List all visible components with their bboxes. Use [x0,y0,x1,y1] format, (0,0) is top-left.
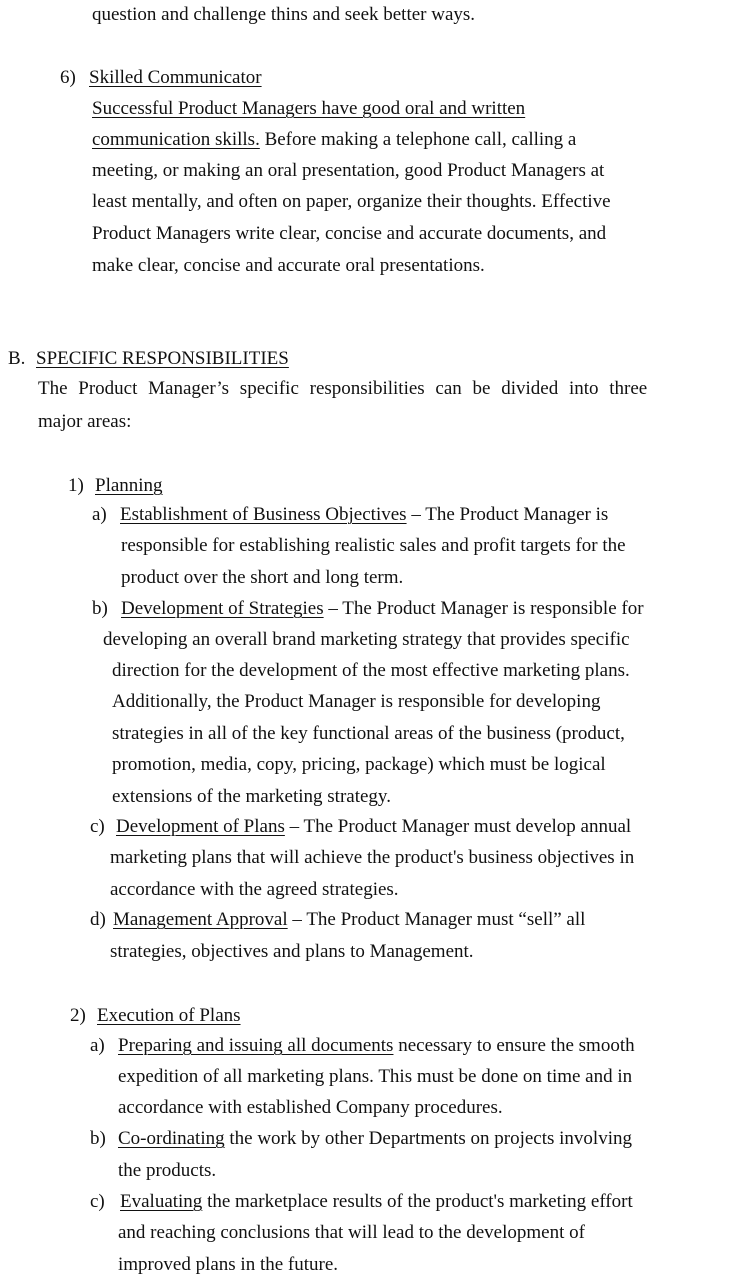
planning-a-line1 [120,503,608,527]
continuation-line: question and challenge thins and seek better ways. [92,4,476,25]
planning-b-line1-rest: – The Product Manager is responsible for [328,598,644,619]
execution-number: 2) [70,1005,86,1026]
execution-a-line1 [118,1034,635,1058]
planning-b-line6: promotion, media, copy, pricing, package) which must be logical [112,754,606,775]
execution-c-line1-rest: the marketplace results of the product's marketing effort [207,1191,633,1212]
item-6-number: 6) [60,67,76,88]
execution-a-line3: accordance with established Company procedures. [118,1097,503,1118]
planning-a-line1-rest: – The Product Manager is [411,504,609,525]
item-6-lead-line1: Successful Product Managers have good oral and written [92,98,526,119]
execution-c-title: Evaluating [120,1191,203,1212]
planning-a-line2: responsible for establishing realistic sales and profit targets for the [121,535,626,556]
planning-a-title: Establishment of Business Objectives [120,504,407,525]
item-6-line5: Product Managers write clear, concise and accurate documents, and [92,223,607,244]
planning-d-line1 [113,908,585,932]
planning-b-line3: direction for the development of the most effective marketing plans. [112,660,630,681]
planning-b-title: Development of Strategies [121,598,324,619]
execution-c-line2: and reaching conclusions that will lead to the development of [118,1222,585,1243]
execution-c-line3: improved plans in the future. [118,1254,339,1275]
planning-d-marker: d) [90,909,106,930]
item-6-line2 [92,128,576,152]
item-6-heading: Skilled Communicator [89,67,262,88]
planning-c-line3: accordance with the agreed strategies. [110,879,399,900]
item-6-lead-line2: communication skills. [92,129,260,150]
execution-b-line1 [118,1127,632,1151]
planning-number: 1) [68,475,84,496]
execution-b-line1-rest: the work by other Departments on projects involving [229,1128,632,1149]
section-b-letter: B. [8,348,26,369]
planning-d-line2: strategies, objectives and plans to Management. [110,941,474,962]
planning-d-line1-rest: – The Product Manager must “sell” all [292,909,586,930]
planning-b-line7: extensions of the marketing strategy. [112,786,391,807]
execution-heading: Execution of Plans [97,1005,241,1026]
planning-d-title: Management Approval [113,909,288,930]
planning-c-marker: c) [90,816,105,837]
item-6-line4: least mentally, and often on paper, organize their thoughts. Effective [92,191,611,212]
planning-heading: Planning [95,475,163,496]
planning-b-line2: developing an overall brand marketing strategy that provides specific [103,629,630,650]
execution-b-marker: b) [90,1128,106,1149]
planning-b-line1 [121,597,644,621]
planning-c-line2: marketing plans that will achieve the product's business objectives in [110,847,635,868]
execution-c-marker: c) [90,1191,105,1212]
execution-b-title: Co-ordinating [118,1128,225,1149]
item-6-line6: make clear, concise and accurate oral presentations. [92,255,485,276]
planning-a-marker: a) [92,504,107,525]
item-6-line2-rest: Before making a telephone call, calling a [264,129,577,150]
planning-b-marker: b) [92,598,108,619]
section-b-intro-line1: The Product Manager’s specific responsibilities can be divided into three [38,378,648,399]
planning-c-line1-rest: – The Product Manager must develop annual [289,816,632,837]
planning-a-line3: product over the short and long term. [121,567,404,588]
execution-a-marker: a) [90,1035,105,1056]
planning-b-line4: Additionally, the Product Manager is responsible for developing [112,691,601,712]
execution-c-line1 [120,1190,633,1214]
planning-b-line5: strategies in all of the key functional areas of the business (product, [112,723,625,744]
execution-b-line2: the products. [118,1160,217,1181]
planning-c-line1 [116,815,631,839]
execution-a-title: Preparing and issuing all documents [118,1035,394,1056]
section-b-heading: SPECIFIC RESPONSIBILITIES [36,348,289,369]
section-b-intro-line2: major areas: [38,411,132,432]
item-6-line3: meeting, or making an oral presentation, good Product Managers at [92,160,605,181]
planning-c-title: Development of Plans [116,816,285,837]
execution-a-line1-rest: necessary to ensure the smooth [398,1035,635,1056]
execution-a-line2: expedition of all marketing plans. This must be done on time and in [118,1066,633,1087]
